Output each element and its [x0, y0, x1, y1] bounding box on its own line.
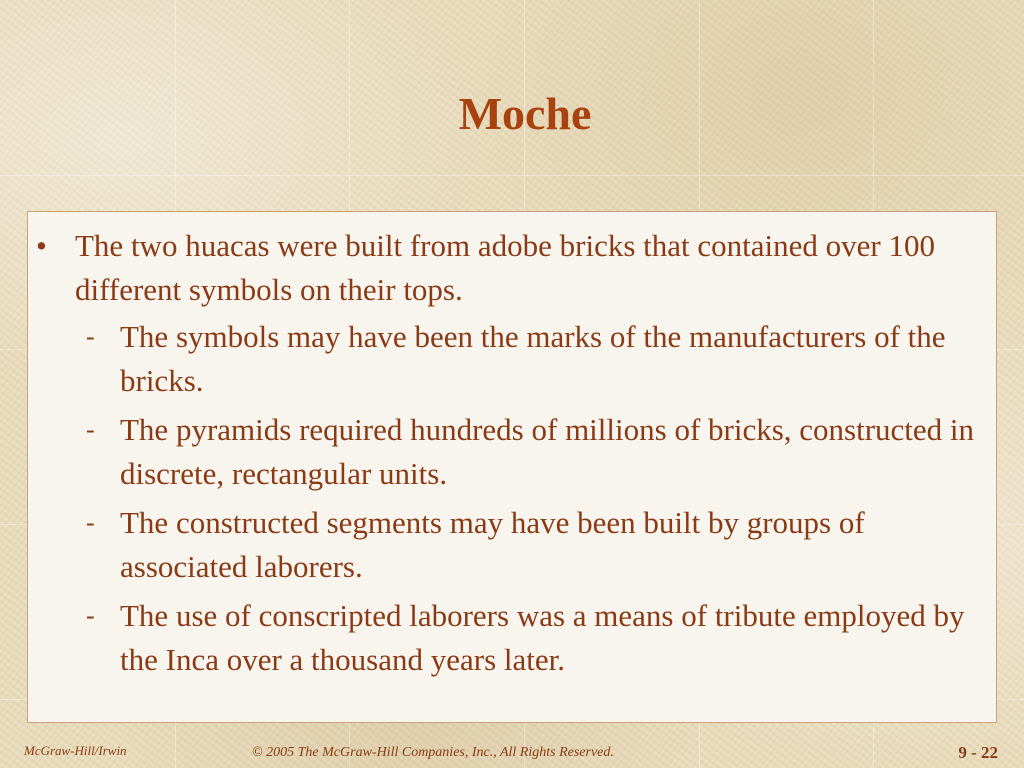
bullet-marker: • [36, 228, 47, 263]
slide-title: Moche [458, 88, 592, 139]
sub-bullet-text: The use of conscripted laborers was a means of tribute employed by the Inca over a thousand years later. [120, 598, 965, 677]
sub-bullet-marker: - [86, 415, 95, 444]
sub-bullet-marker: - [86, 601, 95, 630]
content-box [27, 211, 997, 723]
bullet-text: The two huacas were built from adobe bricks that contained over 100 different symbols on their tops. [75, 228, 935, 307]
background-seam [0, 175, 1024, 176]
sub-bullet-marker: - [86, 322, 95, 351]
footer-publisher: McGraw-Hill/Irwin [24, 743, 127, 758]
sub-bullet-marker: - [86, 508, 95, 537]
slide-number: 9 - 22 [958, 743, 998, 762]
footer-copyright: © 2005 The McGraw-Hill Companies, Inc., All Rights Reserved. [252, 745, 614, 760]
sub-bullet-text: The constructed segments may have been built by groups of associated laborers. [120, 505, 865, 584]
sub-bullet-text: The symbols may have been the marks of the manufacturers of the bricks. [120, 319, 946, 398]
sub-bullet-text: The pyramids required hundreds of millions of bricks, constructed in discrete, rectangular units. [120, 412, 975, 491]
